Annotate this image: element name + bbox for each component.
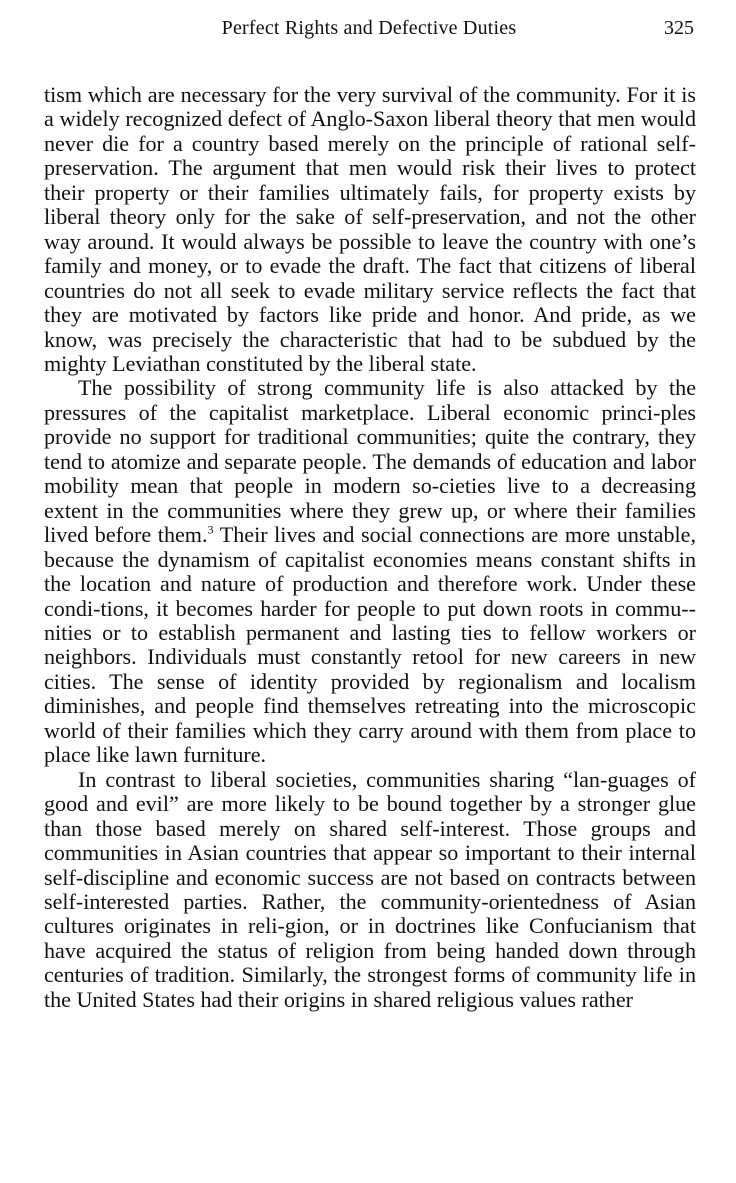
body-text: [44, 83, 696, 1012]
paragraph-2-text-before-note: The possibility of strong community life is also attacked by the pressures of the capitalist marketplace. Liberal economic princi-ples provide no support for traditional communities; quite the contrary, they tend to atomize and separate people. The demands of education and labor mobility mean that people in modern so-cieties live to a decreasing extent in the communities where they grew up, or where their families lived before them.: [44, 375, 696, 548]
running-title: Perfect Rights and Defective Duties: [221, 17, 517, 39]
paragraph-3: In contrast to liberal societies, communities sharing “lan-guages of good and evil” are more likely to be bound together by a stronger glue than those based merely on shared self-interest. Those groups and communities in Asian countries that appear so important to their internal self-discipline and economic success are not based on contracts between self-interested parties. Rather, the community-orientedness of Asian cultures originates in reli-gion, or in doctrines like Confucianism that have acquired the status of religion from being handed down through centuries of tradition. Similarly, the strongest forms of community life in the United States had their origins in shared religious values rather: [44, 766, 696, 1012]
running-header: [44, 14, 694, 42]
footnote-reference: 3: [207, 522, 214, 537]
paragraph-2: [44, 376, 696, 767]
paragraph-1: tism which are necessary for the very survival of the community. For it is a widely recognized defect of Anglo-Saxon liberal theory that men would never die for a country based merely on the principle of rational self-preservation. The argument that men would risk their lives to protect their property or their families ultimately fails, for property exists by liberal theory only for the sake of self-preservation, and not the other way around. It would always be possible to leave the country with one’s family and money, or to evade the draft. The fact that citizens of liberal countries do not all seek to evade military service reflects the fact that they are motivated by factors like pride and honor. And pride, as we know, was precisely the characteristic that had to be subdued by the mighty Leviathan constituted by the liberal state.: [44, 82, 696, 376]
paragraph-2-text-after-note: Their lives and social connections are more unstable, because the dynamism of capitalist economies means constant shifts in the location and nature of production and therefore work. Under these condi-tions, it becomes harder for people to put down roots in commu-nities or to establish permanent and lasting ties to fellow workers or neighbors. Individuals must constantly retool for new careers in new cities. The sense of identity provided by regionalism and localism diminishes, and people find themselves retreating into the microscopic world of their families which they carry around with them from place to place like lawn furniture.: [44, 522, 696, 768]
page-number: 325: [664, 17, 694, 39]
